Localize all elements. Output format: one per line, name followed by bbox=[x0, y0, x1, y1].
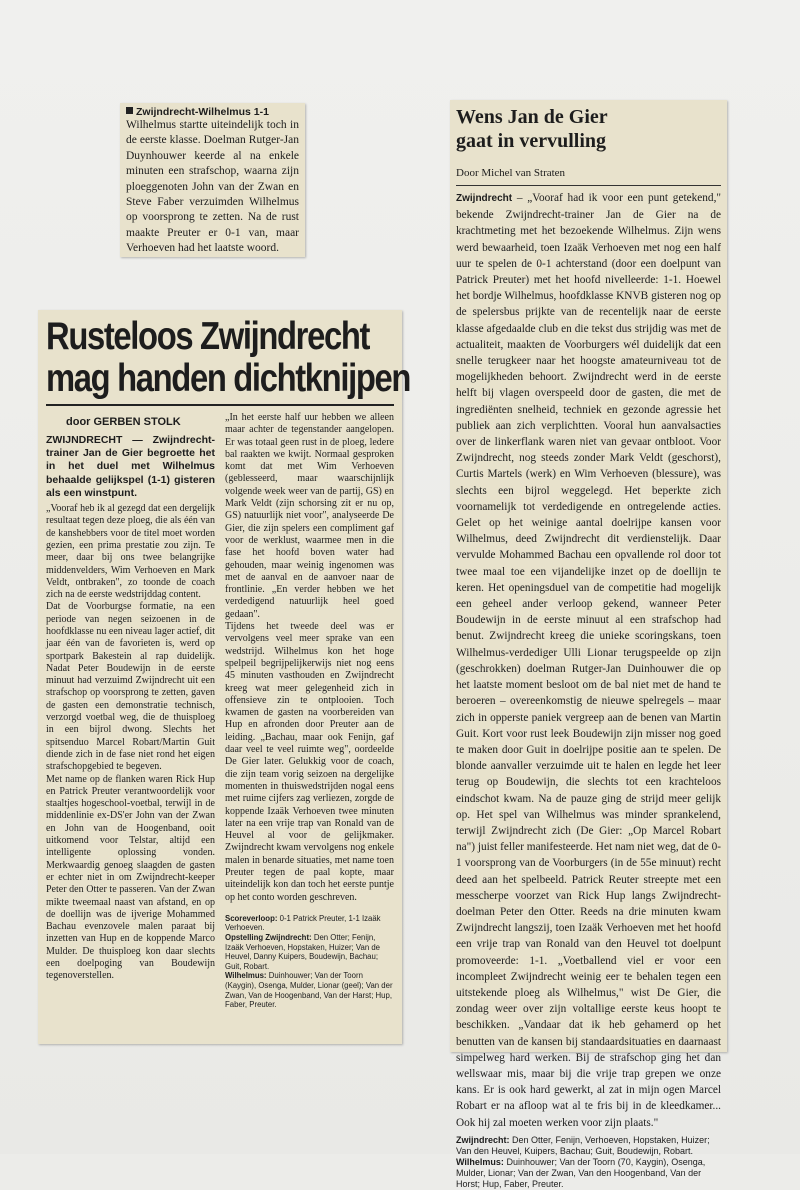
lineup-away: Wilhelmus: Duinhouwer; Van der Toorn (70, Kaygin), Osenga, Mulder, Lionar; Van der Zwan, Van den Hoogenband, Van der Horst; Hup, Faber, Preuter. bbox=[456, 1156, 706, 1189]
article-lead: ZWIJNDRECHT — Zwijndrecht-trainer Jan de Gier begroette het in het duel met Wilhelmus behaalde gelijkspel (1-1) gisteren als een winstpunt. bbox=[46, 434, 215, 499]
match-facts-box bbox=[225, 914, 394, 1010]
article-paragraph: Met name op de flanken waren Rick Hup en Patrick Preuter verantwoordelijk voor staaltjes hogeschool-voetbal, terwijl in de middenlinie ex-DS'er John van der Zwan en John van de Hoogenband, ooit uitkomend voor Telstar, altijd een intelligente oplossing vonden. Merkwaardig genoeg slaagden de gasten er echter niet in om Zwijndrecht-keeper Peter den Otter te passeren. Van der Zwan mikte tweemaal naast van afstand, en op de doellijn was de ijverige Mohammed Bachau evenzovele malen paraat bij inzetten van Hup en de koppende Marco Mulder. De thuisploeg kon daar slechts een doelpoging van Boudewijn tegenoverstellen. bbox=[46, 773, 215, 982]
lineup-away: Wilhelmus: Duinhouwer; Van der Toorn (Kaygin), Osenga, Mulder, Lionar (geel); Van der Zwan, Van de Hoogenband, Van der Harst; Hup, Faber, Preuter. bbox=[225, 971, 393, 1010]
lineup-home: Zwijndrecht: Den Otter, Fenijn, Verhoeven, Hopstaken, Huizer; Van den Heuvel, Kuipers, Bachau; Guit, Boudewijn, Robart. bbox=[456, 1134, 710, 1156]
match-facts-box bbox=[456, 1135, 721, 1190]
article-headline: Wens Jan de Gier gaat in vervulling bbox=[456, 106, 608, 152]
article-paragraph: Tijdens het tweede deel was er vervolgens veel meer sprake van een wedstrijd. Wilhelmus kon het hoge spelpeil begrijpelijkerwijs niet nog eens 45 minuten vasthouden en Zwijndrecht kreeg wat meer gelegenheid zich in offensieve zin te ontplooien. Toch kwamen de gasten na voorbereiden van Hup en afronden door Preuter aan de leiding. „Bachau, maar ook Fenijn, gaf daar veel te veel ruimte weg", oordeelde De Gier later. Gelukkig voor de coach, die zijn team vorig seizoen na dergelijke momenten in thuiswedstrijden nogal eens met ruime cijfers zag verliezen, zorgde de koppende Izaäk Verhoeven twee minuten later na een vrije trap van Ronald van de Heuvel al voor de gelijkmaker. Zwijndrecht kwam vervolgens nog enkele malen in benarde situaties, met name toen Preuter tegen de paal kopte, maar uiteindelijk kon dan toch het eerste puntje op het conto worden geschreven. bbox=[225, 621, 394, 903]
clipping-headline: Zwijndrecht-Wilhelmus 1-1 bbox=[126, 106, 299, 118]
article-paragraph: Dat de Voorburgse formatie, na een periode van negen seizoenen in de hoofdklasse nu een niveau lager actief, dit jaar één van de favorieten is, werd op sportpark Bakestein al rap duidelijk. Nadat Peter Boudewijn in de eerste minuut had verzuimd Zwijndrecht uit een strafschop op voorsprong te zetten, gaven de gasten een demonstratie technisch, verzorgd voetbal weg, die de thuisploeg in een bijrol dwong. Slechts het spitsenduo Marcel Robart/Martin Guit diende zich in de fase niet rond het eigen strafschopgebied te begeven. bbox=[46, 601, 215, 773]
article-column-2 bbox=[225, 412, 394, 1010]
article-column-1 bbox=[46, 412, 215, 1010]
article-headline: Rusteloos Zwijndrecht mag handen dichtknijpen bbox=[46, 315, 411, 400]
score-line: Scoreverloop: 0-1 Patrick Preuter, 1-1 Izaäk Verhoeven. bbox=[225, 913, 381, 933]
article-columns bbox=[46, 412, 394, 1010]
clipping-rusteloos-zwijndrecht bbox=[38, 310, 411, 1044]
divider bbox=[46, 404, 394, 406]
clipping-match-report-short bbox=[120, 103, 305, 257]
clipping-body: Wilhelmus startte uiteindelijk toch in de eerste klasse. Doelman Rutger-Jan Duynhouwer keerde al na enkele minuten een strafschop, waarna zijn ploeggenoten John van der Zwan en Steve Faber verzuimden Wilhelmus op voorsprong te zetten. Na de rust maakte Preuter er 0-1 van, maar Verhoeven had het laatste woord. bbox=[126, 119, 299, 255]
article-byline: door GERBEN STOLK bbox=[66, 416, 181, 428]
dateline-place: Zwijndrecht bbox=[456, 193, 513, 204]
article-body: Zwijndrecht – „Vooraf had ik voor een punt getekend," bekende Zwijndrecht-trainer Jan de Gier na de krachtmeting met het bezoekende Wilhelmus. Zijn wens werd bewaarheid, toen Izaäk Verhoeven met nog een half uur te spelen de 0-1 achterstand (door een doelpunt van Patrick Preuter) met het hoofd nivelleerde: 1-1. Hoewel het bordje Wilhelmus, hoofdklasse KNVB gisteren nog op de spelersbus prijkte van de recentelijk naar de eerste klasse afgedaalde club en die tekst dus strijdig was met de actualiteit, maakten de Voorburgers wél duidelijk dat een snelle terugkeer naar het hoogste amateurniveau tot de mogelijkheden behoort. Zwijndrecht werd in de eerste helft bij vlagen overspeeld door de gasten, die met de ingrediënten snelheid, techniek en gezonde agressie het publiek aan zich verplichtten. Vooral hun aanvalsacties over de linkerflank waren niet van gevaar ontbloot. Voor Zwijndrecht, nog steeds zonder Mark Veldt (geschorst), Curtis Martels (werk) en Wim Verhoeven (blessure), was slechts een bijrol weggelegd. Het beperkte zich voornamelijk tot verdedigende en ontregelende acties. Gelet op het weinige aantal doelrijpe kansen voor Wilhelmus, deed Zwijndrecht dit verdienstelijk. Daar vervulde Mohammed Bachau een opvallende rol door tot twee maal toe een vijandelijke inzet op de doellijn te keren. Het openingsduel van de competitie had mogelijk een geheel ander verloop gekend, wanneer Peter Boudewijn in de eerste minuut al een strafschop had benut. Zwijndrecht kreeg die unieke scoringskans, toen Wilhelmus-verdediger Ulli Lionar terugspeelde op zijn (geschrokken) doelman Rutger-Jan Duinhouwer die op het laatste moment besloot om de bal niet met de hand te beroeren – overeenkomstig de nieuwe spelregels – maar zich in opperste paniek vergreep aan de benen van Martin Guit. Kort voor rust leek Boudewijn zijn misser nog goed te maken door Guit in doelrijpe positie aan te spelen. De blonde aanvaller verzuimde uit te halen en legde het leer terug op Boudewijn, die slechts tot een krachteloos eindschot kwam. Na de pauze ging de strijd meer gelijk op. Het spel van Wilhelmus was minder sprankelend, terwijl Zwijndrecht zich (De Gier: „Op Marcel Robart na") juist feller manifesteerde. Het nam niet weg, dat de 0-1 voorsprong van de Voorburgers (in de 55e minuut) recht deed aan het spelbeeld. Patrick Reuter streepte met een messcherpe voorzet van Rick Hup langs Zwijndrecht-doelman Peter den Otter. Reeds na drie minuten kwam Zwijndrecht langszij, toen Izaäk Verhoeven met het hoofd een vrije trap van Ronald van den Heuvel tot doelpunt promoveerde: 1-1. „Voetballend viel er voor een incompleet Zwijndrecht weinig eer te behalen tegen een uitstekende ploeg als Wilhelmus," wist De Gier, die zondag weer over zijn voltallige eerste keus hoopt te beschikken. „Vandaar dat ik heb gehamerd op het benutten van de kansen bij standaardsituaties en daarnaast simpelweg hard werken. Bij de strafschop ging het dan wellswaar mis, maar bij die vrije trap grepen we onze kans. Er is ook hard gewerkt, al zat in mijn ogen Marcel Robart er na afloop wat al te fris bij in de kleedkamer... Ook hij zal moeten werken voor zijn plaats." bbox=[456, 192, 722, 1129]
article-paragraph: „In het eerste half uur hebben we alleen maar achter de tegenstander aangelopen. Er was totaal geen rust in de ploeg, ledere bal raakten we kwijt. Normaal gesproken komt dat met Wim Verhoeven (geblesseerd, maar waarschijnlijk volgende week weer van de partij, GS) en Mark Veldt (zijn schorsing zit er nu op, GS) natuurlijk niet voor", analyseerde De Gier, die zijn spelers een compliment gaf voor de werklust, waarmee men in die fase het hoofd boven water had gehouden, maar weinig ingenomen was met de aanval en de aanvoer naar de frontlinie. „En verder hebben we het verdedigend natuurlijk heel goed gedaan". bbox=[225, 412, 394, 620]
clipping-wens-jan-de-gier bbox=[450, 100, 727, 1189]
divider bbox=[456, 185, 721, 186]
lineup-home: Opstelling Zwijndrecht: Den Otter; Fenijn, Izaäk Verhoeven, Hopstaken, Huizer; Van de Heuvel, Danny Kuipers, Boudewijn, Bachau; Guit, Robart. bbox=[225, 933, 381, 971]
article-paragraph: „Vooraf heb ik al gezegd dat een dergelijk resultaat tegen deze ploeg, die als één van de kanshebbers voor de titel moet worden gezien, een prima prestatie zou zijn. Te meer, daar bij ons twee belangrijke middenvelders, Wim Verhoeven en Mark Veldt, ontbraken", zo toonde de coach zich na de eerste wedstrijddag content. bbox=[46, 503, 215, 601]
article-byline: Door Michel van Straten bbox=[456, 167, 566, 179]
square-bullet-icon bbox=[126, 107, 133, 114]
